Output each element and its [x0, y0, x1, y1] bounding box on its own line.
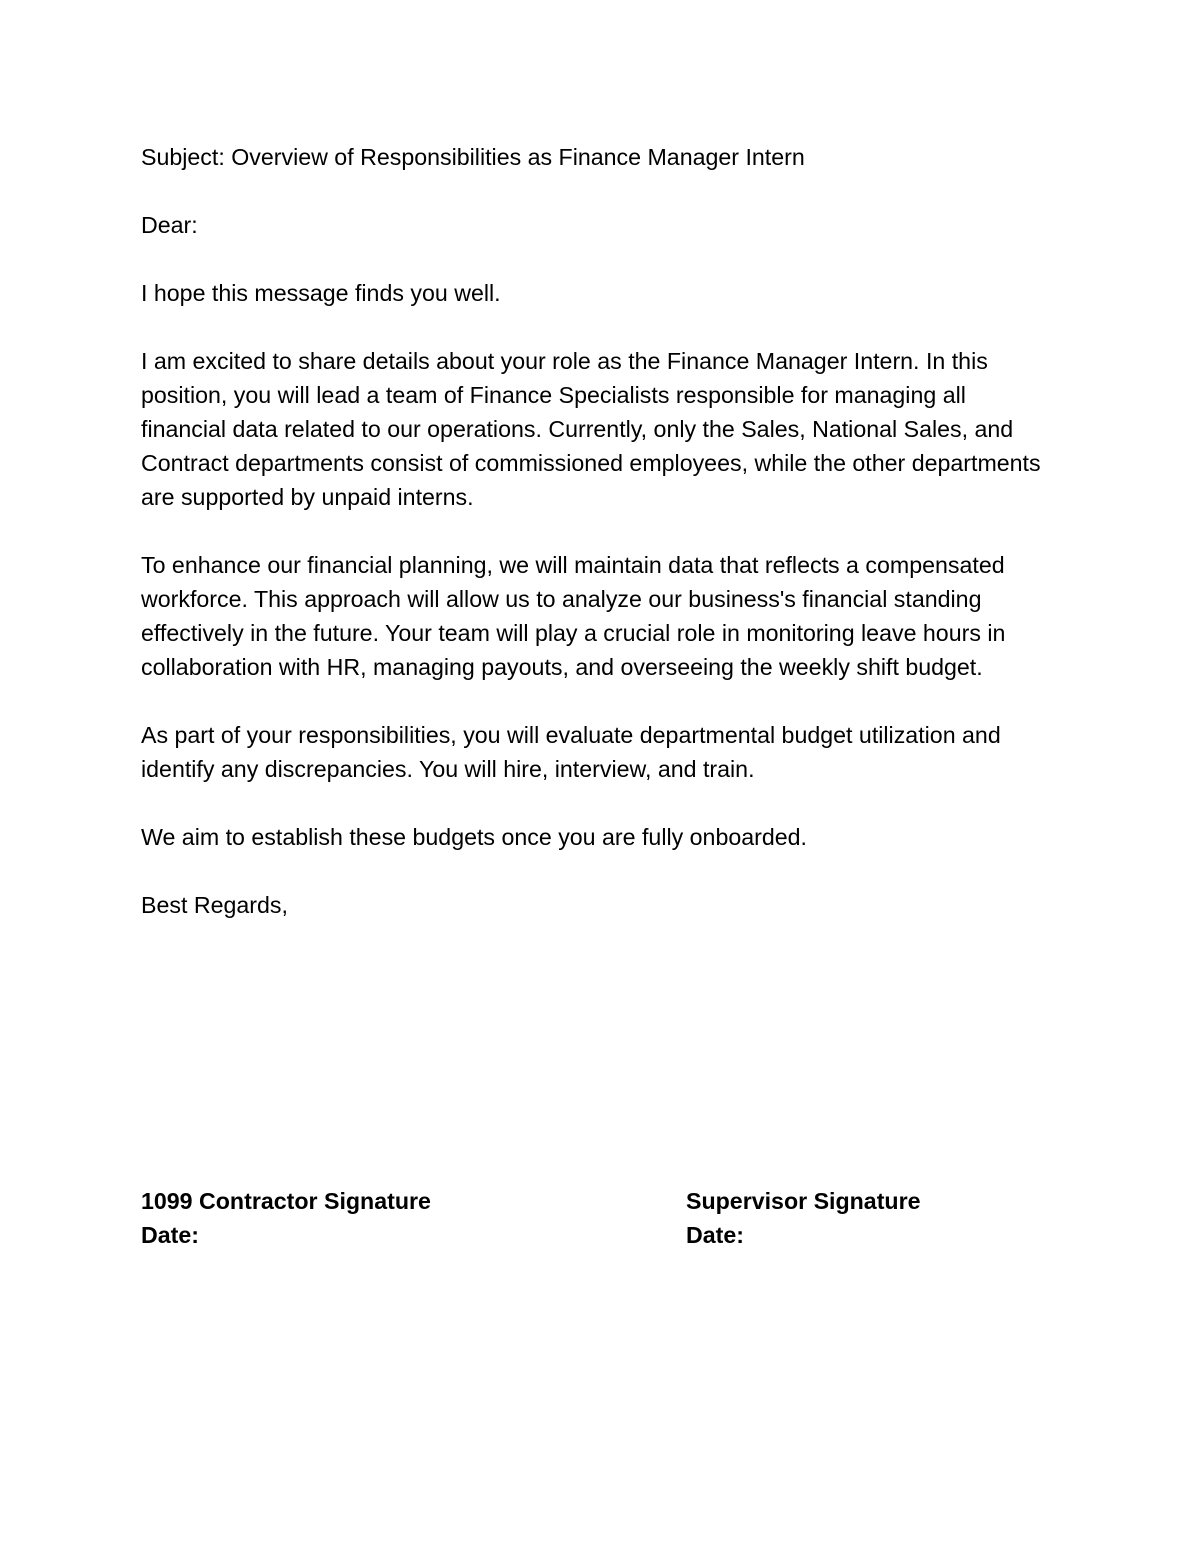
subject-line: Subject: Overview of Responsibilities as Finance Manager Intern [141, 144, 805, 170]
contractor-signature-label: 1099 Contractor Signature [141, 1188, 431, 1214]
closing: Best Regards, [141, 892, 288, 918]
supervisor-signature-block [686, 1184, 921, 1252]
paragraph-role-overview: I am excited to share details about your role as the Finance Manager Intern. In this position, you will lead a team of Finance Specialists responsible for managing all financial data related to our operations. Currently, only the Sales, National Sales, and Contract departments consist of commissioned employees, while the other departments are supported by unpaid interns. [141, 348, 1041, 510]
contractor-date-label: Date: [141, 1222, 199, 1248]
paragraph-financial-planning: To enhance our financial planning, we will maintain data that reflects a compensated workforce. This approach will allow us to analyze our business's financial standing effectively in the future. Your team will play a crucial role in monitoring leave hours in collaboration with HR, managing payouts, and overseeing the weekly shift budget. [141, 552, 1006, 680]
paragraph-responsibilities: As part of your responsibilities, you will evaluate departmental budget utilization and identify any discrepancies. You will hire, interview, and train. [141, 722, 1001, 782]
supervisor-date-label: Date: [686, 1222, 744, 1248]
supervisor-signature-label: Supervisor Signature [686, 1188, 921, 1214]
paragraph-onboarding: We aim to establish these budgets once you are fully onboarded. [141, 824, 807, 850]
salutation: Dear: [141, 212, 198, 238]
contractor-signature-block [141, 1184, 431, 1252]
paragraph-greeting: I hope this message finds you well. [141, 280, 501, 306]
letter-body [141, 140, 1051, 922]
